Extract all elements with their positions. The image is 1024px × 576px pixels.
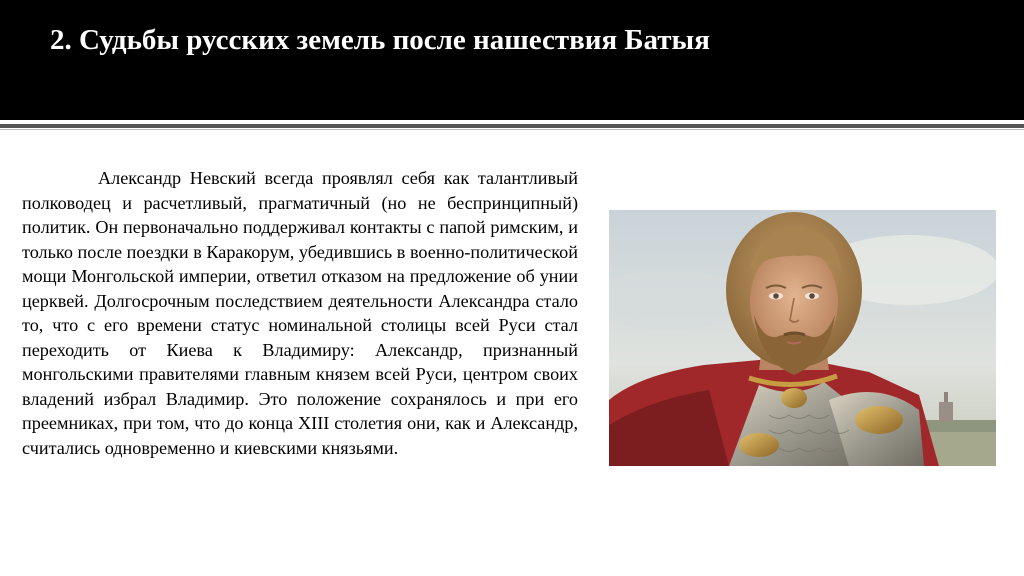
- header-divider: [0, 124, 1024, 128]
- portrait-image: [609, 210, 996, 466]
- slide-title: 2. Судьбы русских земель после нашествия Батыя: [50, 24, 710, 56]
- title-bar: [0, 0, 1024, 120]
- header-divider-thin: [0, 129, 1024, 130]
- body-paragraph: Александр Невский всегда проявлял себя как талантливый полководец и расчетливый, прагматичный (но не беспринципный) политик. Он первоначально поддерживал контакты с папой римским, и только после поездки в Каракорум, убедившись в военно-политической мощи Монгольской империи, ответил отказом на предложение об унии церквей. Долгосрочным последствием деятельности Александра стало то, что с его времени статус номинальной столицы всей Руси стал переходить от Киева к Владимиру: Александр, признанный монгольскими правителями главным князем всей Руси, центром своих владений избрал Владимир. Это положение сохранялось и при его преемниках, при том, что до конца XIII столетия они, как и Александр, считались одновременно и киевскими князьями.: [22, 168, 578, 458]
